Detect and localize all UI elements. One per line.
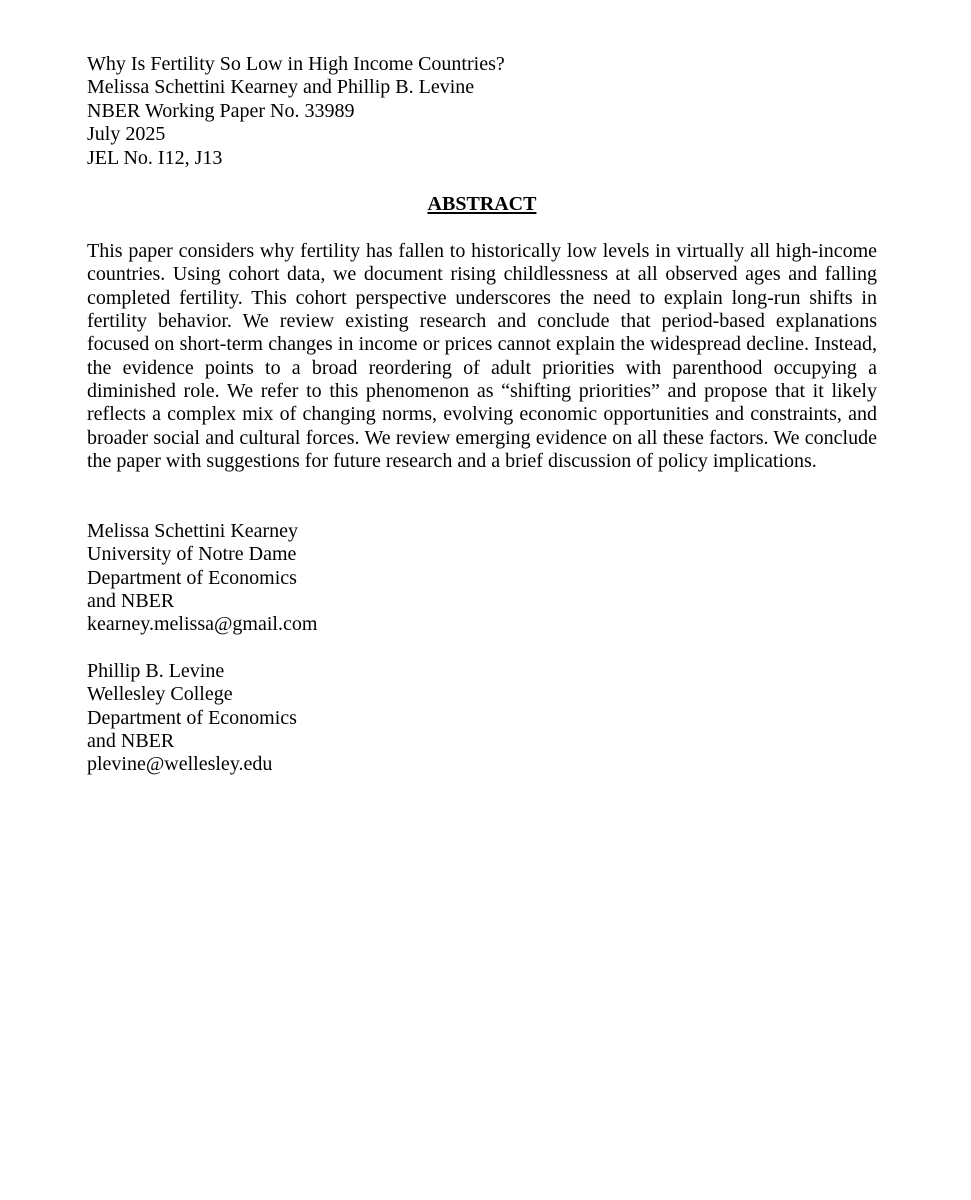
author-department: Department of Economics — [87, 566, 297, 589]
author-name: Melissa Schettini Kearney — [87, 520, 299, 542]
paper-title: Why Is Fertility So Low in High Income Countries? — [87, 53, 505, 75]
author-email: kearney.melissa@gmail.com — [87, 613, 318, 636]
paper-jel-codes: JEL No. I12, J13 — [87, 146, 223, 169]
author-institution: Wellesley College — [87, 683, 233, 706]
paper-series: NBER Working Paper No. 33989 — [87, 99, 355, 122]
author-affiliation: and NBER — [87, 729, 175, 752]
author-contact-block — [87, 520, 687, 636]
author-contact-block — [87, 660, 687, 776]
author-email: plevine@wellesley.edu — [87, 753, 273, 776]
author-department: Department of Economics — [87, 706, 297, 729]
paper-authors-line: Melissa Schettini Kearney and Phillip B. Levine — [87, 76, 475, 99]
author-institution: University of Notre Dame — [87, 543, 297, 566]
author-name: Phillip B. Levine — [87, 660, 225, 682]
paper-date: July 2025 — [87, 123, 166, 146]
author-affiliation: and NBER — [87, 589, 175, 612]
abstract-heading: ABSTRACT — [427, 193, 537, 215]
paper-header — [87, 53, 877, 170]
abstract-text: This paper considers why fertility has fallen to historically low levels in virtually all high-income countries. Using cohort data, we document rising childlessness at all observed ages and falling completed fertility. This cohort perspective underscores the need to explain long-run shifts in fertility behavior. We review existing research and conclude that period-based explanations focused on short-term changes in income or prices cannot explain the widespread decline. Instead, the evidence points to a broad reordering of adult priorities with parenthood occupying a diminished role. We refer to this phenomenon as “shifting priorities” and propose that it likely reflects a complex mix of changing norms, evolving economic opportunities and constraints, and broader social and cultural forces. We review emerging evidence on all these factors. We conclude the paper with suggestions for future research and a brief discussion of policy implications. — [87, 240, 877, 473]
